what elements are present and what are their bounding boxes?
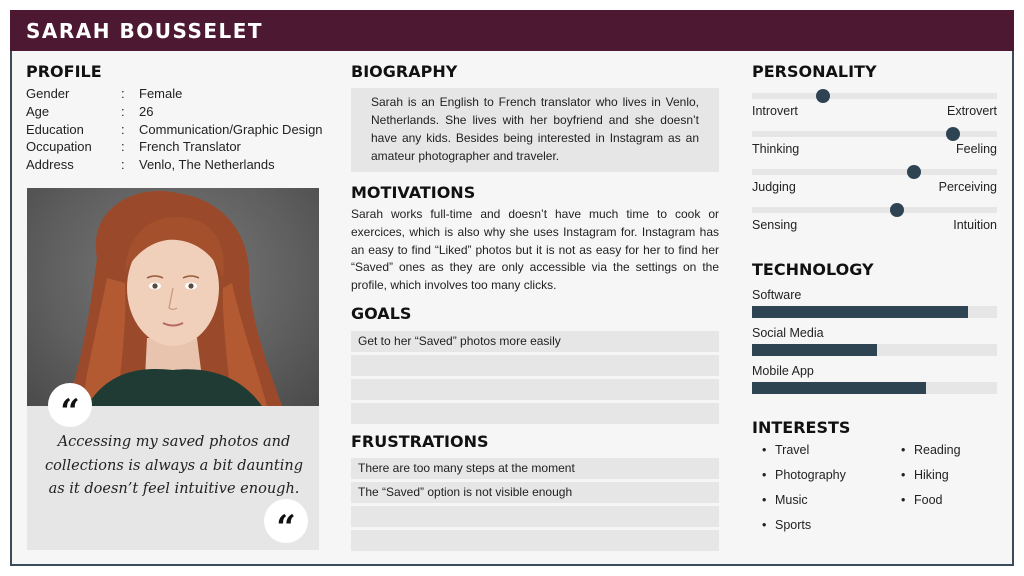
goals-title: GOALS xyxy=(351,304,412,323)
slider-track xyxy=(752,207,997,213)
interest-item: • Travel xyxy=(752,443,846,468)
slider-track xyxy=(752,131,997,137)
frustration-item: The “Saved” option is not visible enough xyxy=(351,482,719,503)
header-bar xyxy=(10,10,1014,51)
biography-title: BIOGRAPHY xyxy=(351,62,458,81)
interest-item: • Reading xyxy=(891,443,961,468)
slider-label-left: Sensing xyxy=(752,218,798,232)
profile-photo xyxy=(27,188,319,406)
goal-item: Get to her “Saved” photos more easily xyxy=(351,331,719,352)
profile-key: Gender xyxy=(26,86,70,101)
portrait-illustration xyxy=(27,188,319,406)
goal-item xyxy=(351,355,719,376)
biography-text: Sarah is an English to French translator who lives in Venlo, Netherlands. She lives with her boyfriend and she doesn’t have any kids. Besides being interested in Instagram as an amateur photographer and traveler. xyxy=(351,88,719,172)
goal-item xyxy=(351,403,719,424)
technology-bar xyxy=(752,344,997,356)
technology-bar xyxy=(752,382,997,394)
goal-item xyxy=(351,379,719,400)
slider-thumb xyxy=(816,89,830,103)
technology-title: TECHNOLOGY xyxy=(752,260,874,279)
profile-separator: : xyxy=(121,139,125,155)
slider-label-right: Extrovert xyxy=(946,104,997,118)
technology-label: Software xyxy=(752,288,802,302)
technology-label: Social Media xyxy=(752,326,824,340)
technology-label: Mobile App xyxy=(752,364,814,378)
profile-separator: : xyxy=(121,121,125,137)
profile-key: Address xyxy=(26,157,74,173)
quote-mark-glyph: “ xyxy=(276,508,296,548)
profile-value: Female xyxy=(139,86,183,101)
quote-close-icon xyxy=(264,499,308,548)
profile-value: French Translator xyxy=(139,139,241,155)
persona-quote: Accessing my saved photos and collections is always a bit daunting as it doesn’t feel intuitive enough. xyxy=(45,434,303,497)
personality-title: PERSONALITY xyxy=(752,62,877,81)
interest-item: • Food xyxy=(891,493,961,518)
interest-item: • Music xyxy=(752,493,846,518)
persona-name: SARAH BOUSSELET xyxy=(26,19,264,43)
slider-label-right: Intuition xyxy=(953,218,997,232)
frustration-item: There are too many steps at the moment xyxy=(351,458,719,479)
interest-item: • Hiking xyxy=(891,468,961,493)
frustration-item xyxy=(351,506,719,527)
technology-bar xyxy=(752,306,997,318)
slider-label-left: Introvert xyxy=(752,104,798,118)
technology-item-social-media xyxy=(752,326,997,356)
frustration-item xyxy=(351,530,719,551)
profile-title: PROFILE xyxy=(26,62,102,81)
quote-mark-glyph: “ xyxy=(60,392,80,432)
frustrations-title: FRUSTRATIONS xyxy=(351,432,489,451)
profile-separator: : xyxy=(121,103,125,119)
profile-value: Communication/Graphic Design xyxy=(139,121,323,137)
quote-open-icon xyxy=(48,383,92,432)
interests-column-1 xyxy=(752,443,846,543)
slider-label-left: Thinking xyxy=(752,142,800,156)
slider-label-right: Perceiving xyxy=(938,180,997,194)
slider-thumb xyxy=(907,165,921,179)
motivations-title: MOTIVATIONS xyxy=(351,183,476,202)
frustrations-list xyxy=(351,458,719,554)
profile-value: 26 xyxy=(139,103,154,119)
technology-item-mobile-app xyxy=(752,364,997,394)
profile-key: Age xyxy=(26,103,50,119)
profile-separator: : xyxy=(121,157,125,173)
slider-track xyxy=(752,93,997,99)
interest-item: • Photography xyxy=(752,468,846,493)
slider-track xyxy=(752,169,997,175)
technology-bar-fill xyxy=(752,344,877,356)
profile-separator: : xyxy=(121,86,125,101)
slider-thumb xyxy=(890,203,904,217)
interest-item: • Sports xyxy=(752,518,846,543)
interests-column-2 xyxy=(891,443,961,518)
technology-item-software xyxy=(752,288,997,318)
technology-bar-fill xyxy=(752,306,968,318)
profile-key: Occupation xyxy=(26,139,92,155)
slider-thumb xyxy=(946,127,960,141)
technology-bar-fill xyxy=(752,382,926,394)
slider-label-left: Judging xyxy=(752,180,796,194)
profile-key: Education xyxy=(26,121,84,137)
slider-label-right: Feeling xyxy=(956,142,997,156)
interests-title: INTERESTS xyxy=(752,418,851,437)
profile-value: Venlo, The Netherlands xyxy=(139,157,275,173)
motivations-text: Sarah works full-time and doesn’t have much time to cook or exercices, which is also why she uses Instagram for. Instagram has an easy to find “Liked” photos but it is not as easy for her to find her “Saved” ones as they are only accessible via the settings on the profile, which involves too many clicks. xyxy=(351,207,719,293)
goals-list xyxy=(351,331,719,427)
